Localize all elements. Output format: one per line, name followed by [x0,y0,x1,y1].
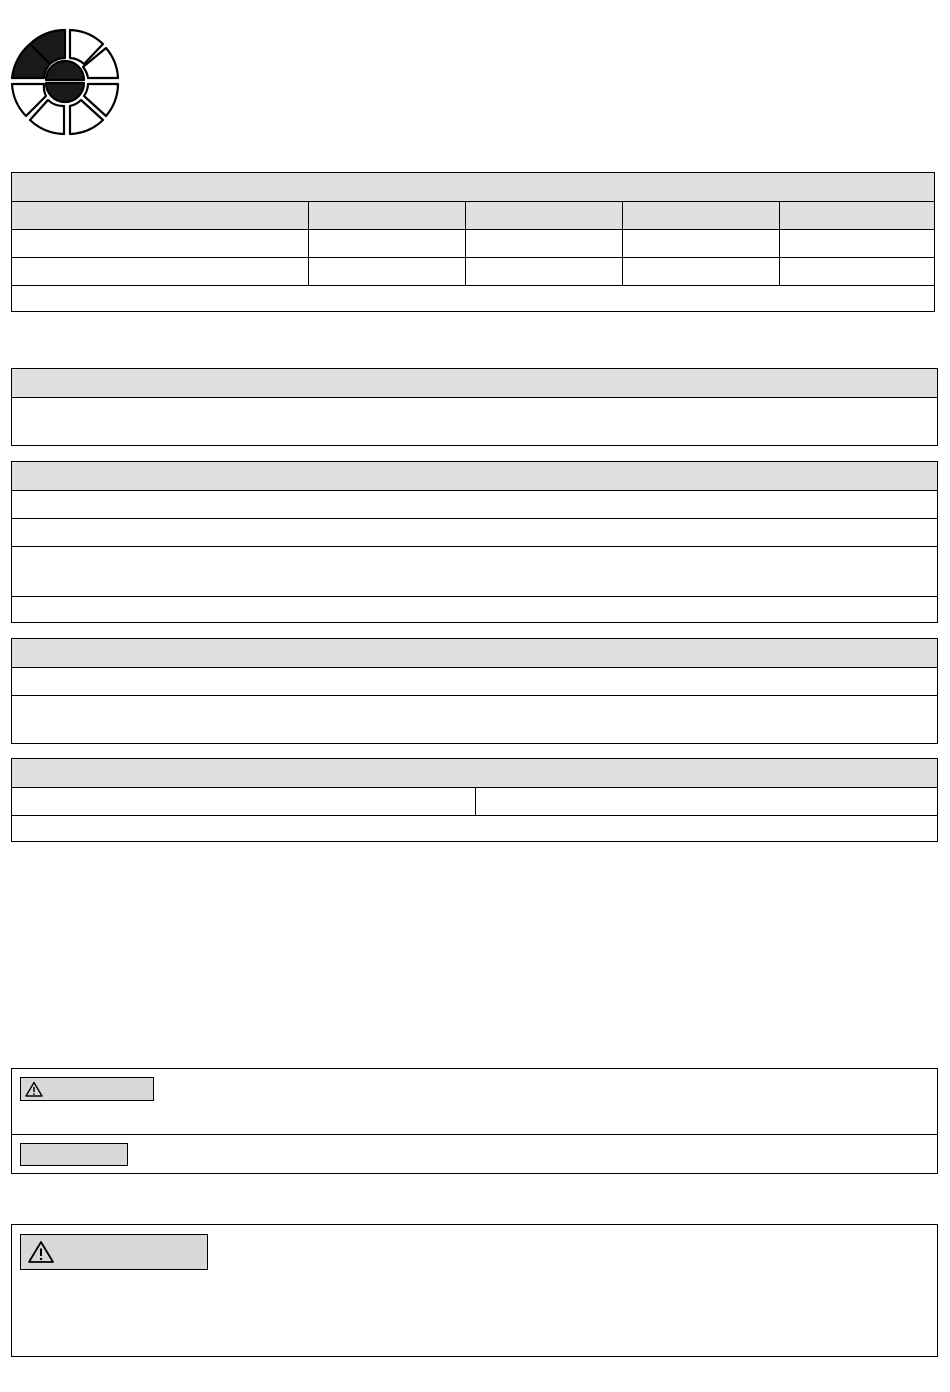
list-item [12,596,937,597]
spec-table [11,172,935,312]
list-item [12,667,937,695]
section-c-row-text [12,668,937,695]
column-header [12,202,308,229]
section-a-body [12,398,937,445]
table-row [12,229,934,257]
section-a-header [12,369,937,397]
column-header [465,202,622,229]
section-a-body-row [12,397,937,445]
section-a-title [12,369,937,397]
spec-table-column-header-row [12,201,934,229]
note-label [20,1143,128,1166]
notice-box-2 [11,1224,938,1357]
list-item [12,490,937,518]
column-header [308,202,465,229]
table-row [12,815,937,816]
table-cell [12,788,475,815]
section-c-title [12,639,937,667]
column-header [622,202,779,229]
table-cell [622,230,779,257]
section-b-row-text [12,547,937,596]
table-cell [779,230,934,257]
segmented-wheel-icon [8,26,122,136]
table-cell [12,230,308,257]
table-cell [308,230,465,257]
table-row [12,787,937,815]
section-d-title [12,759,937,787]
section-b-title [12,462,937,490]
warning-label [20,1077,154,1101]
list-item [12,518,937,546]
spec-table-title-row [12,173,934,201]
warning-triangle-icon [27,1240,55,1264]
section-a [11,368,938,446]
section-d [11,758,938,842]
section-b-row-text [12,491,937,518]
section-b [11,461,938,623]
table-cell [465,230,622,257]
table-cell [465,258,622,285]
table-cell [475,788,937,815]
table-cell [12,258,308,285]
warning-row [12,1069,937,1134]
note-row [12,1134,937,1173]
table-row [12,285,934,286]
section-b-header [12,462,937,490]
spec-table-title [12,173,934,201]
section-d-header [12,759,937,787]
table-cell [622,258,779,285]
section-c [11,638,938,744]
table-row [12,257,934,285]
table-cell [308,258,465,285]
notice-box-1 [11,1068,938,1174]
section-c-header [12,639,937,667]
section-b-row-text [12,519,937,546]
table-cell [779,258,934,285]
column-header [779,202,934,229]
list-item [12,695,937,696]
list-item [12,546,937,596]
warning-triangle-icon [25,1081,43,1097]
warning-label [20,1234,208,1270]
